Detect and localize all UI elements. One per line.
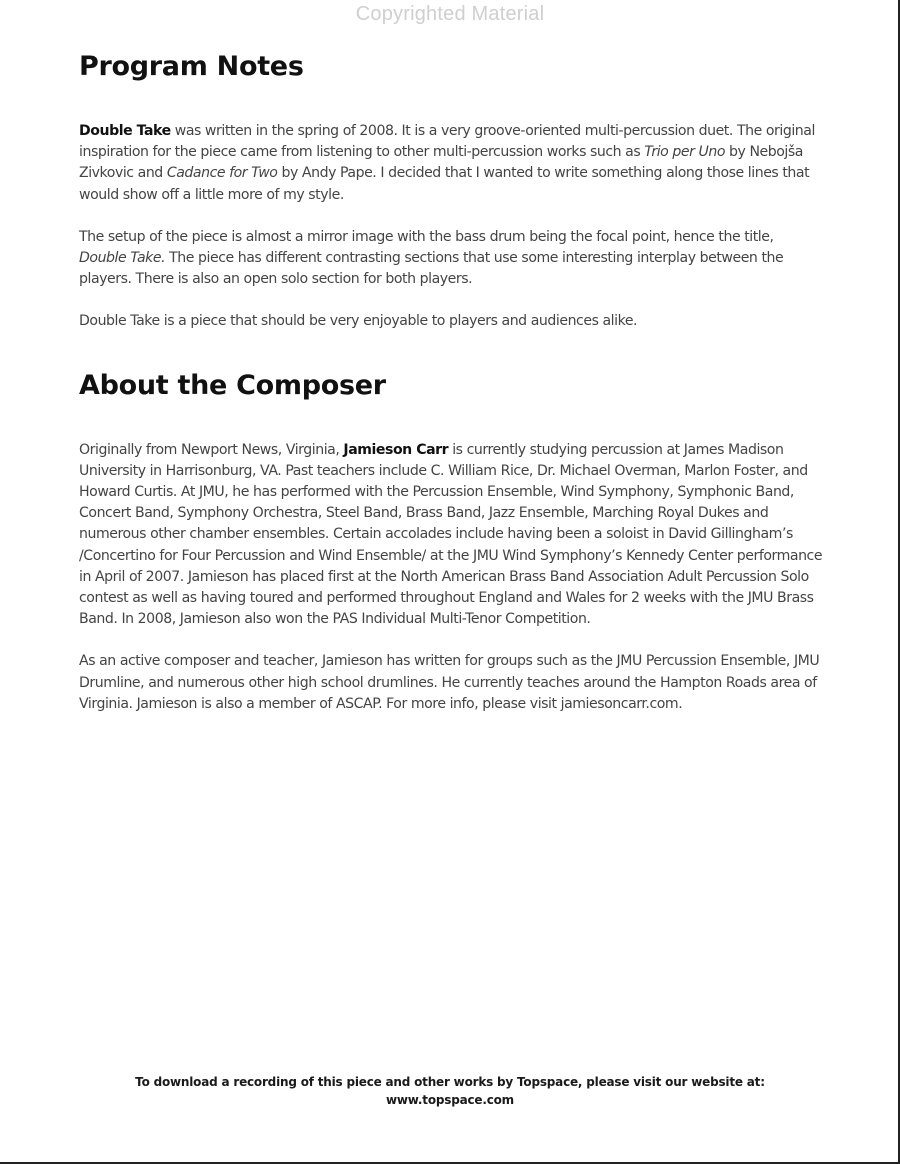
about-composer-heading: About the Composer [79,369,386,401]
program-notes-paragraph-3: Double Take is a piece that should be very enjoyable to players and audiences alike. [79,313,638,330]
about-composer-paragraph-1: Originally from Newport News, Virginia, Jamieson Carr is currently studying percussion at James Madison University in Harrisonburg, VA. Past teachers include C. William Rice, Dr. Michael Overman, Marlon Foster, and Howard Curtis. At JMU, he has performed with the Percussion Ensemble, Wind Symphony, Symphonic Band, Concert Band, Symphony Orchestra, Steel Band, Brass Band, Jazz Ensemble, Marching Royal Dukes and numerous other chamber ensembles. Certain accolades include having been a soloist in David Gillingham’s /Concertino for Four Percussion and Wind Ensemble/ at the JMU Wind Symphony’s Kennedy Center performance in April of 2007. Jamieson has placed first at the North American Brass Band Association Adult Percussion Solo contest as well as having toured and performed throughout England and Wales for 2 weeks with the JMU Brass Band. In 2008, Jamieson also won the PAS Individual Multi-Tenor Competition. [79,441,823,628]
footer-website-link[interactable]: www.topspace.com [386,1093,514,1107]
copyright-watermark: Copyrighted Material [355,3,545,25]
program-notes-paragraph-1: Double Take was written in the spring of 2008. It is a very groove-oriented multi-percussion duet. The original inspiration for the piece came from listening to other multi-percussion works such as Trio per Uno by Nebojša Zivkovic and Cadance for Two by Andy Pape. I decided that I wanted to write something along those lines that would show off a little more of my style. [79,123,815,203]
composer-name-bold: Jamieson Carr [343,441,449,458]
piece-title-bold: Double Take [79,123,171,139]
work-title-trio-per-uno: Trio per Uno [644,144,725,161]
program-notes-heading: Program Notes [79,51,304,82]
footer-download-text: To download a recording of this piece and other works by Topspace, please visit our website at: [135,1075,765,1089]
footer [0,1073,900,1109]
program-notes-paragraph-2: The setup of the piece is almost a mirror image with the bass drum being the focal point, hence the title, Double Take. The piece has different contrasting sections that use some interesting interplay between the players. There is also an open solo section for both players. [79,228,784,288]
about-composer-paragraph-2: As an active composer and teacher, Jamieson has written for groups such as the JMU Percussion Ensemble, JMU Drumline, and numerous other high school drumlines. He currently teaches around the Hampton Roads area of Virginia. Jamieson is also a member of ASCAP. For more info, please visit jamiesoncarr.com. [79,653,820,712]
work-title-cadance-for-two: Cadance for Two [166,165,278,182]
page-content [79,48,824,715]
piece-title-italic: Double Take. [79,250,166,267]
